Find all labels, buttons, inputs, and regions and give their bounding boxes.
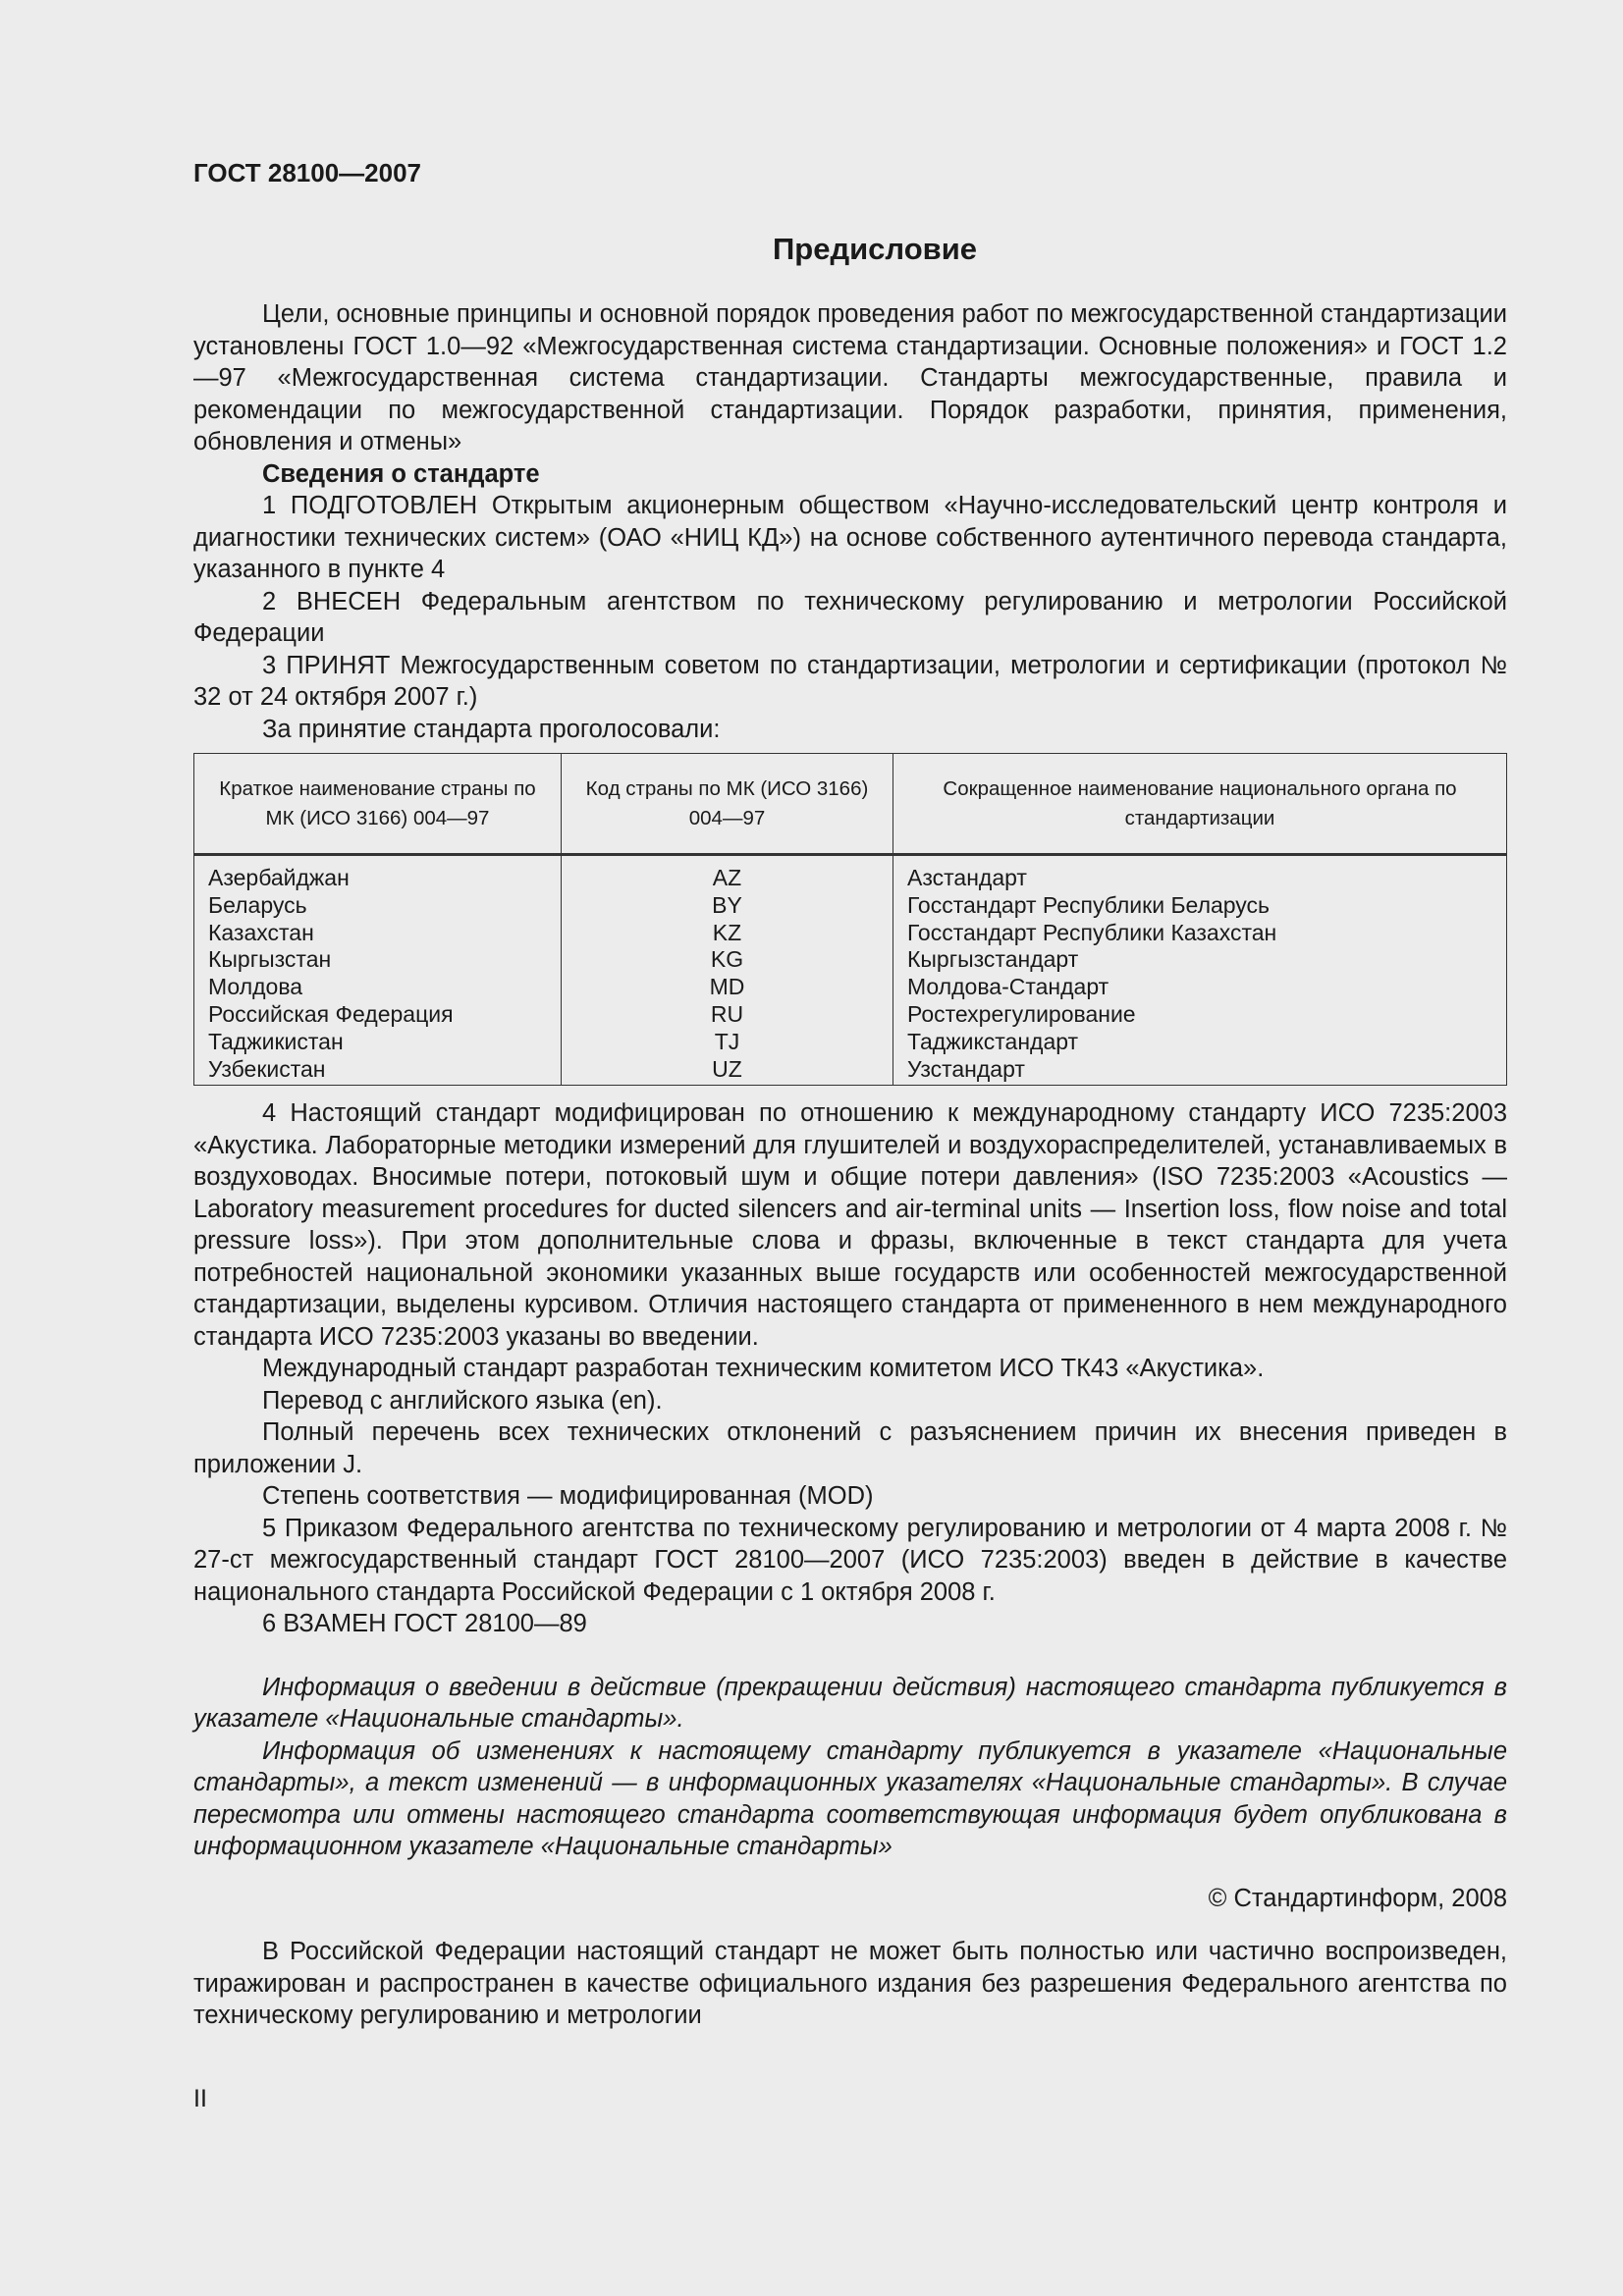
national-body: Таджикстандарт bbox=[893, 1029, 1507, 1056]
national-body: Госстандарт Республики Беларусь bbox=[893, 892, 1507, 920]
table-row bbox=[194, 1001, 1507, 1029]
country-name: Беларусь bbox=[194, 892, 562, 920]
section-heading: Сведения о стандарте bbox=[262, 459, 540, 488]
table-row bbox=[194, 855, 1507, 892]
table-row bbox=[194, 1029, 1507, 1056]
country-code: KZ bbox=[562, 920, 893, 947]
country-code: UZ bbox=[562, 1056, 893, 1086]
page-title: Предисловие bbox=[772, 231, 977, 266]
item-4-degree: Степень соответствия — модифицированная (MOD) bbox=[262, 1482, 874, 1511]
country-name: Азербайджан bbox=[194, 855, 562, 892]
country-code: TJ bbox=[562, 1029, 893, 1056]
country-name: Казахстан bbox=[194, 920, 562, 947]
country-name: Кыргызстан bbox=[194, 946, 562, 974]
item-4: 4 Настоящий стандарт модифицирован по отношению к международному стандарту ИСО 7235:2003 «Акустика. Лабораторные методики измерений для глушителей и воздухораспределителей, устанавливаемых в воздуховодах. Вносимые потери, потоковый шум и общие потери давления» (ISO 7235:2003 «Acoustics — Laboratory measurement procedures for ducted silencers and air-terminal units — Insertion loss, flow noise and total pressure loss»). При этом дополнительные слова и фразы, включенные в текст стандарта для учета потребностей национальной экономики указанных выше государств или особенностей межгосударственной стандартизации, выделены курсивом. Отличия настоящего стандарта от примененного в нем международного стандарта ИСО 7235:2003 указаны во введении. bbox=[193, 1099, 1507, 1351]
countries-table bbox=[193, 753, 1507, 1086]
item-6: 6 ВЗАМЕН ГОСТ 28100—89 bbox=[262, 1610, 587, 1638]
reproduction-notice: В Российской Федерации настоящий стандарт не может быть полностью или частично воспроизведен, тиражирован и распространен в качестве официального издания без разрешения Федерального агентства по техническому регулированию и метрологии bbox=[193, 1938, 1507, 2030]
country-name: Таджикистан bbox=[194, 1029, 562, 1056]
page-number: II bbox=[193, 2085, 207, 2112]
country-code: RU bbox=[562, 1001, 893, 1029]
intro-paragraph: Цели, основные принципы и основной порядок проведения работ по межгосударственной стандартизации установлены ГОСТ 1.0—92 «Межгосударственная система стандартизации. Основные положения» и ГОСТ 1.2—97 «Межгосударственная система стандартизации. Стандарты межгосударственные, правила и рекомендации по межгосударственной стандартизации. Порядок разработки, принятия, применения, обновления и отмены» bbox=[193, 300, 1507, 455]
country-name: Российская Федерация bbox=[194, 1001, 562, 1029]
country-name: Узбекистан bbox=[194, 1056, 562, 1086]
table-header-code: Код страны по МК (ИСО 3166) 004—97 bbox=[562, 754, 893, 855]
country-code: BY bbox=[562, 892, 893, 920]
item-5: 5 Приказом Федерального агентства по техническому регулированию и метрологии от 4 марта 2008 г. № 27-ст межгосударственный стандарт ГОСТ 28100—2007 (ИСО 7235:2003) введен в действие в качестве национального стандарта Российской Федерации с 1 октября 2008 г. bbox=[193, 1514, 1507, 1606]
national-body: Ростехрегулирование bbox=[893, 1001, 1507, 1029]
table-row bbox=[194, 946, 1507, 974]
vote-intro: За принятие стандарта проголосовали: bbox=[262, 715, 721, 743]
national-body: Молдова-Стандарт bbox=[893, 974, 1507, 1001]
country-code: AZ bbox=[562, 855, 893, 892]
document-header: ГОСТ 28100—2007 bbox=[193, 158, 421, 187]
country-name: Молдова bbox=[194, 974, 562, 1001]
table-header-country: Краткое наименование страны по МК (ИСО 3166) 004—97 bbox=[194, 754, 562, 855]
national-body: Госстандарт Республики Казахстан bbox=[893, 920, 1507, 947]
page-content bbox=[193, 157, 1507, 2032]
item-4-deviations: Полный перечень всех технических отклонений с разъяснением причин их внесения приведен в приложении J. bbox=[193, 1418, 1507, 1478]
country-code: MD bbox=[562, 974, 893, 1001]
item-1: 1 ПОДГОТОВЛЕН Открытым акционерным обществом «Научно-исследовательский центр контроля и диагностики технических систем» (ОАО «НИЦ КД») на основе собственного аутентичного перевода стандарта, указанного в пункте 4 bbox=[193, 492, 1507, 583]
copyright-line: © Стандартинформ, 2008 bbox=[1208, 1884, 1507, 1912]
item-2: 2 ВНЕСЕН Федеральным агентством по техническому регулированию и метрологии Российской Федерации bbox=[193, 587, 1507, 647]
item-4-committee: Международный стандарт разработан техническим комитетом ИСО ТК43 «Акустика». bbox=[262, 1355, 1265, 1383]
item-3: 3 ПРИНЯТ Межгосударственным советом по стандартизации, метрологии и сертификации (протокол № 32 от 24 октября 2007 г.) bbox=[193, 651, 1507, 711]
spacer bbox=[193, 1640, 1507, 1672]
national-body: Кыргызстандарт bbox=[893, 946, 1507, 974]
national-body: Азстандарт bbox=[893, 855, 1507, 892]
info-paragraph-2: Информация об изменениях к настоящему стандарту публикуется в указателе «Национальные стандарты», а текст изменений — в информационных указателях «Национальные стандарты». В случае пересмотра или отмены настоящего стандарта соответствующая информация будет опубликована в информационном указателе «Национальные стандарты» bbox=[193, 1736, 1507, 1861]
table-row bbox=[194, 974, 1507, 1001]
table-row bbox=[194, 920, 1507, 947]
country-code: KG bbox=[562, 946, 893, 974]
info-paragraph-1: Информация о введении в действие (прекращении действия) настоящего стандарта публикуется в указателе «Национальные стандарты». bbox=[193, 1673, 1507, 1734]
national-body: Узстандарт bbox=[893, 1056, 1507, 1086]
item-4-language: Перевод с английского языка (en). bbox=[262, 1386, 663, 1415]
spacer bbox=[193, 1914, 1507, 1936]
spacer bbox=[193, 1863, 1507, 1883]
table-row bbox=[194, 1056, 1507, 1086]
table-header-body: Сокращенное наименование национального органа по стандартизации bbox=[893, 754, 1507, 855]
table-header-row bbox=[194, 754, 1507, 855]
table-row bbox=[194, 892, 1507, 920]
